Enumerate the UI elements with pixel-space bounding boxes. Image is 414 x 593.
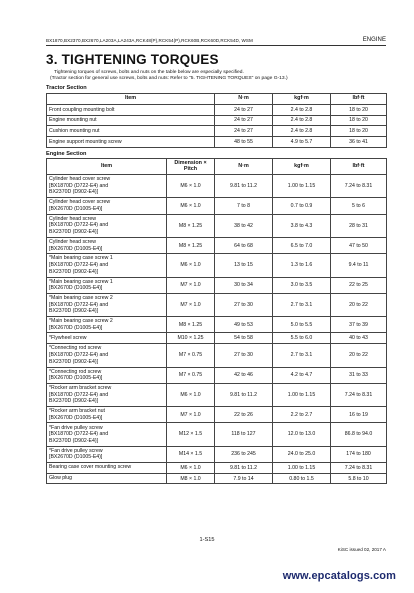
item-line: Cylinder head cover screw [49,176,111,183]
item-line: [BX1870D (D722-E4) and [49,352,109,358]
dimension-cell: M8 × 1.25 [167,214,215,237]
table-row [47,277,387,293]
nm-cell: 27 to 30 [215,293,273,316]
intro-text [50,70,394,82]
lbfft-cell: 28 to 31 [331,214,387,237]
dimension-cell: M6 × 1.0 [167,462,215,473]
item-line: Cylinder head cover screw [49,199,111,206]
item-cell [47,423,167,446]
kgfm-cell: 2.4 to 2.8 [273,115,331,126]
dimension-cell: M6 × 1.0 [167,198,215,214]
item-cell [47,407,167,423]
item-cell [47,446,167,462]
kgfm-cell: 1.00 to 1.15 [273,175,331,198]
item-line: BX2370D (D902-E4)] [49,268,99,275]
item-cell [47,462,167,473]
table-row [47,367,387,383]
table-row [47,383,387,406]
lbfft-cell: 36 to 41 [331,137,387,148]
dimension-cell: M7 × 0.75 [167,367,215,383]
item-line: *Flywheel screw [49,334,87,341]
kgfm-cell: 4.2 to 4.7 [273,367,331,383]
lbfft-cell: 40 to 43 [331,333,387,344]
nm-cell: 22 to 26 [215,407,273,423]
item-cell [47,333,167,344]
item-line: *Rocker arm bracket nut [49,408,105,415]
item-line: [BX2670D (D1005-E4)] [49,245,103,252]
table-row [47,104,387,115]
dimension-cell: M8 × 1.0 [167,473,215,484]
kgfm-cell: 6.5 to 7.0 [273,237,331,253]
intro-line: Tightening torques of screws, bolts and nuts on the table below are especially specified. [54,70,244,75]
nm-cell: 9.81 to 11.2 [215,383,273,406]
nm-cell: 54 to 58 [215,333,273,344]
lbfft-cell: 9.4 to 11 [331,254,387,277]
nm-cell: 30 to 34 [215,277,273,293]
item-line: [BX2670D (D1005-E4)] [49,375,103,382]
issue-date: KiSC issued 02, 2017 A [337,547,386,552]
item-line: BX2370D (D902-E4)] [49,398,99,405]
item-cell: Front coupling mounting bolt [47,104,215,115]
lbfft-cell: 5.8 to 10 [331,473,387,484]
item-line: *Fan drive pulley screw [49,447,103,454]
kgfm-cell: 12.0 to 13.0 [273,423,331,446]
col-header-kgfm: kgf·m [273,94,331,105]
nm-cell: 9.81 to 11.2 [215,462,273,473]
item-cell [47,383,167,406]
item-line: BX2370D (D902-E4)] [49,437,99,444]
item-line: BX2370D (D902-E4)] [49,308,99,315]
lbfft-cell: 20 to 22 [331,293,387,316]
col-header-lbfft: lbf·ft [331,94,387,105]
item-line: *Main bearing case screw 2 [49,318,113,325]
item-line: *Main bearing case screw 1 [49,278,113,285]
nm-cell: 24 to 27 [215,115,273,126]
dimension-cell: M7 × 0.75 [167,344,215,367]
item-line: Cylinder head screw [49,238,96,245]
engine-section-label: Engine Section [46,151,87,157]
item-cell: Engine mounting nut [47,115,215,126]
table-row [47,407,387,423]
nm-cell: 13 to 15 [215,254,273,277]
page-header [46,37,386,43]
intro-line: (Tractor section for general use screws, bolts and nuts: Refer to "5. TIGHTENING TORQUES" on page G-13.) [50,76,288,81]
item-line: [BX1870D (D722-E4) and [49,182,109,189]
table-row [47,115,387,126]
lbfft-cell: 174 to 180 [331,446,387,462]
item-cell [47,344,167,367]
header-section: ENGINE [362,37,386,43]
kgfm-cell: 2.4 to 2.8 [273,126,331,137]
nm-cell: 38 to 42 [215,214,273,237]
nm-cell: 49 to 53 [215,317,273,333]
item-cell [47,277,167,293]
item-cell [47,317,167,333]
dimension-cell: M6 × 1.0 [167,254,215,277]
table-row [47,423,387,446]
dimension-cell: M6 × 1.0 [167,175,215,198]
lbfft-cell: 47 to 50 [331,237,387,253]
item-cell [47,254,167,277]
item-line: BX2370D (D902-E4)] [49,229,99,236]
item-cell [47,198,167,214]
nm-cell: 9.81 to 11.2 [215,175,273,198]
item-line: BX2370D (D902-E4)] [49,189,99,196]
item-line: [BX1870D (D722-E4) and [49,262,109,269]
kgfm-cell: 2.2 to 2.7 [273,407,331,423]
lbfft-cell: 37 to 39 [331,317,387,333]
kgfm-cell: 3.8 to 4.3 [273,214,331,237]
col-header-item: Item [47,94,215,105]
item-line: [BX1870D (D722-E4) and [49,222,109,229]
kgfm-cell: 0.7 to 0.9 [273,198,331,214]
dimension-cell: M7 × 1.0 [167,277,215,293]
page-title: 3. TIGHTENING TORQUES [46,52,219,67]
nm-cell: 64 to 68 [215,237,273,253]
dimension-cell: M14 × 1.5 [167,446,215,462]
watermark: www.epcatalogs.com [282,570,396,582]
col-header-nm: N·m [215,94,273,105]
item-line: *Connecting rod screw [49,368,102,375]
table-row [47,344,387,367]
item-line: BX2370D (D902-E4)] [49,358,99,365]
kgfm-cell: 5.5 to 6.0 [273,333,331,344]
lbfft-cell: 18 to 20 [331,115,387,126]
nm-cell: 118 to 127 [215,423,273,446]
col-header-dimension: Dimension × Pitch [167,159,215,175]
item-line: *Main bearing case screw 1 [49,255,113,262]
nm-cell: 24 to 27 [215,126,273,137]
lbfft-cell: 20 to 22 [331,344,387,367]
kgfm-cell: 2.7 to 3.1 [273,344,331,367]
table-row [47,237,387,253]
kgfm-cell: 5.0 to 5.5 [273,317,331,333]
table-row [47,446,387,462]
nm-cell: 27 to 30 [215,344,273,367]
dimension-cell: M8 × 1.25 [167,317,215,333]
nm-cell: 7.9 to 14 [215,473,273,484]
item-line: Cylinder head screw [49,215,96,222]
kgfm-cell: 4.9 to 5.7 [273,137,331,148]
dimension-cell: M8 × 1.25 [167,237,215,253]
table-row [47,137,387,148]
kgfm-cell: 1.00 to 1.15 [273,383,331,406]
lbfft-cell: 86.8 to 94.0 [331,423,387,446]
tractor-torque-table [46,93,387,148]
dimension-cell: M7 × 1.0 [167,407,215,423]
table-row [47,462,387,473]
col-header-lbfft: lbf·ft [331,159,387,175]
item-cell [47,175,167,198]
lbfft-cell: 7.24 to 8.31 [331,462,387,473]
header-rule [46,45,386,46]
table-row [47,333,387,344]
item-cell [47,293,167,316]
item-line: *Rocker arm bracket screw [49,384,112,391]
kgfm-cell: 24.0 to 25.0 [273,446,331,462]
page-number: 1-S15 [199,537,215,543]
item-line: *Connecting rod screw [49,345,102,352]
item-line: [BX2670D (D1005-E4)] [49,205,103,212]
kgfm-cell: 2.7 to 3.1 [273,293,331,316]
table-row [47,254,387,277]
dimension-cell: M12 × 1.5 [167,423,215,446]
lbfft-cell: 7.24 to 8.31 [331,383,387,406]
item-line: [BX1870D (D722-E4) and [49,431,109,438]
tractor-section-label: Tractor Section [46,85,87,91]
dimension-cell: M7 × 1.0 [167,293,215,316]
item-line: *Fan drive pulley screw [49,424,103,431]
item-line: [BX1870D (D722-E4) and [49,391,109,398]
table-row [47,175,387,198]
col-header-nm: N·m [215,159,273,175]
table-row [47,293,387,316]
item-line: *Main bearing case screw 2 [49,295,113,302]
lbfft-cell: 18 to 20 [331,126,387,137]
kgfm-cell: 0.80 to 1.5 [273,473,331,484]
item-line: [BX2670D (D1005-E4)] [49,324,103,331]
col-header-kgfm: kgf·m [273,159,331,175]
item-line: Bearing case cover mounting screw [49,464,132,471]
item-cell [47,237,167,253]
lbfft-cell: 16 to 19 [331,407,387,423]
lbfft-cell: 31 to 33 [331,367,387,383]
lbfft-cell: 7.24 to 8.31 [331,175,387,198]
table-row [47,126,387,137]
item-cell: Engine support mounting screw [47,137,215,148]
dimension-cell: M6 × 1.0 [167,383,215,406]
table-row [47,214,387,237]
kgfm-cell: 3.0 to 3.5 [273,277,331,293]
nm-cell: 24 to 27 [215,104,273,115]
nm-cell: 236 to 245 [215,446,273,462]
item-line: Glow plug [49,475,73,482]
table-row [47,317,387,333]
kgfm-cell: 1.00 to 1.15 [273,462,331,473]
engine-torque-table [46,158,387,484]
nm-cell: 48 to 55 [215,137,273,148]
table-row [47,473,387,484]
item-cell [47,367,167,383]
item-line: [BX2670D (D1005-E4)] [49,285,103,292]
nm-cell: 7 to 8 [215,198,273,214]
item-cell [47,214,167,237]
item-line: [BX2670D (D1005-E4)] [49,414,103,421]
item-line: [BX1870D (D722-E4) and [49,301,109,308]
dimension-cell: M10 × 1.25 [167,333,215,344]
nm-cell: 42 to 46 [215,367,273,383]
table-row [47,198,387,214]
col-header-item: Item [47,159,167,175]
lbfft-cell: 5 to 6 [331,198,387,214]
item-line: [BX2670D (D1005-E4)] [49,454,103,461]
header-models: BX1870,BX2370,BX2670,LA203A,LA243A,RCK48(P),RCK54(P),RCK60B,RCK60D,RCK54D, WSM [46,38,253,43]
item-cell [47,473,167,484]
lbfft-cell: 18 to 20 [331,104,387,115]
lbfft-cell: 22 to 25 [331,277,387,293]
item-cell: Cushion mounting nut [47,126,215,137]
kgfm-cell: 2.4 to 2.8 [273,104,331,115]
kgfm-cell: 1.3 to 1.6 [273,254,331,277]
